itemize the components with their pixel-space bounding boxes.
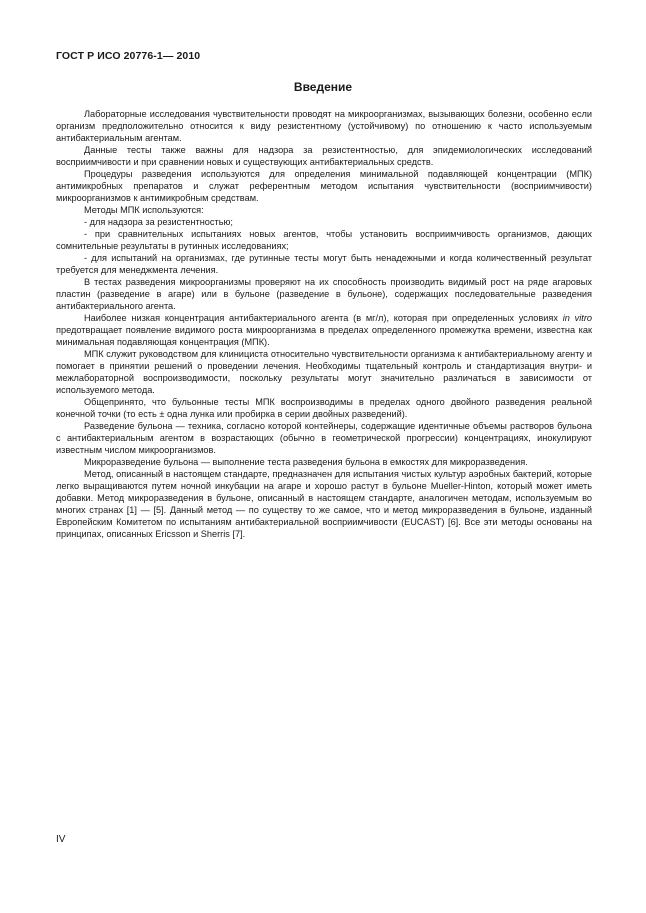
list-item-1: - для надзора за резистентностью; xyxy=(84,217,233,227)
paragraph-6: Наиболее низкая концентрация антибактериального агента (в мг/л), которая при определенных условиях in vitro предотвращает появление видимого роста микроорганизма в пределах определенного промежутка времени, известна как минимальная подавляющая концентрация (МПК). xyxy=(56,313,593,347)
paragraph-3: Процедуры разведения используются для определения минимальной подавляющей концентрации (МПК) антимикробных препаратов и служат референтным методом испытания чувствительности (восприимчивости) микроорганизмов к антимикробным средствам. xyxy=(56,169,592,203)
paragraph-9: Разведение бульона — техника, согласно которой контейнеры, содержащие идентичные объемы растворов бульона с антибактериальным агентом в возрастающих (обычно в геометрической прогрессии) концентрациях, инокулируют известным числом микроорганизмов. xyxy=(56,421,592,455)
introduction-body xyxy=(56,108,592,540)
page-number: IV xyxy=(56,834,66,845)
paragraph-11: Метод, описанный в настоящем стандарте, предназначен для испытания чистых культур аэробных бактерий, которые легко выращиваются путем ночной инкубации на агаре и хорошо растут в бульоне Mueller-Hinton, который может иметь добавки. Метод микроразведения в бульоне, описанный в настоящем стандарте, аналогичен методам, используемым во многих странах [1] — [5]. Данный метод — по существу то же самое, что и метод микроразведения в бульоне, изданный Европейским Комитетом по испытаниям антибактериальной восприимчивости (EUCAST) [6]. Все эти методы основаны на принципах, описанных Ericsson и Sherris [7]. xyxy=(56,469,592,539)
standard-designation: ГОСТ Р ИСО 20776-1— 2010 xyxy=(56,50,201,62)
paragraph-7: МПК служит руководством для клинициста относительно чувствительности организма к антибактериальному агенту и помогает в принятии решений о проведении лечения. Необходимы тщательный контроль и стандартизация внутри- и межлабораторной воспроизводимости, поскольку результаты могут значительно различаться в зависимости от используемого метода. xyxy=(56,349,592,395)
section-title xyxy=(0,80,646,94)
paragraph-10: Микроразведение бульона — выполнение теста разведения бульона в емкостях для микроразведения. xyxy=(84,457,528,467)
section-title-text: Введение xyxy=(293,80,353,94)
paragraph-8: Общепринято, что бульонные тесты МПК воспроизводимы в пределах одного двойного разведения реальной конечной точки (то есть ± одна лунка или пробирка в серии двойных разведений). xyxy=(56,397,592,419)
list-item-2: - при сравнительных испытаниях новых агентов, чтобы установить восприимчивость организмов, дающих сомнительные результаты в рутинных исследованиях; xyxy=(56,229,592,251)
paragraph-1: Лабораторные исследования чувствительности проводят на микроорганизмах, вызывающих болезни, особенно если организм предположительно относится к виду резистентному (устойчивому) по отношению к часто используемым антибактериальным агентам. xyxy=(56,109,592,143)
paragraph-2: Данные тесты также важны для надзора за резистентностью, для эпидемиологических исследований восприимчивости и при сравнении новых и существующих антибактериальных средств. xyxy=(56,145,592,167)
in-vitro-term: in vitro xyxy=(562,313,593,323)
list-item-3: - для испытаний на организмах, где рутинные тесты могут быть ненадежными и когда количественный результат требуется для менеджмента лечения. xyxy=(56,253,592,275)
paragraph-5: В тестах разведения микроорганизмы проверяют на их способность производить видимый рост на ряде агаровых пластин (разведение в агаре) или в бульоне (разведение в бульоне), содержащих последовательные разведения антибактериального агента. xyxy=(56,277,592,311)
paragraph-4: Методы МПК используются: xyxy=(84,205,204,215)
